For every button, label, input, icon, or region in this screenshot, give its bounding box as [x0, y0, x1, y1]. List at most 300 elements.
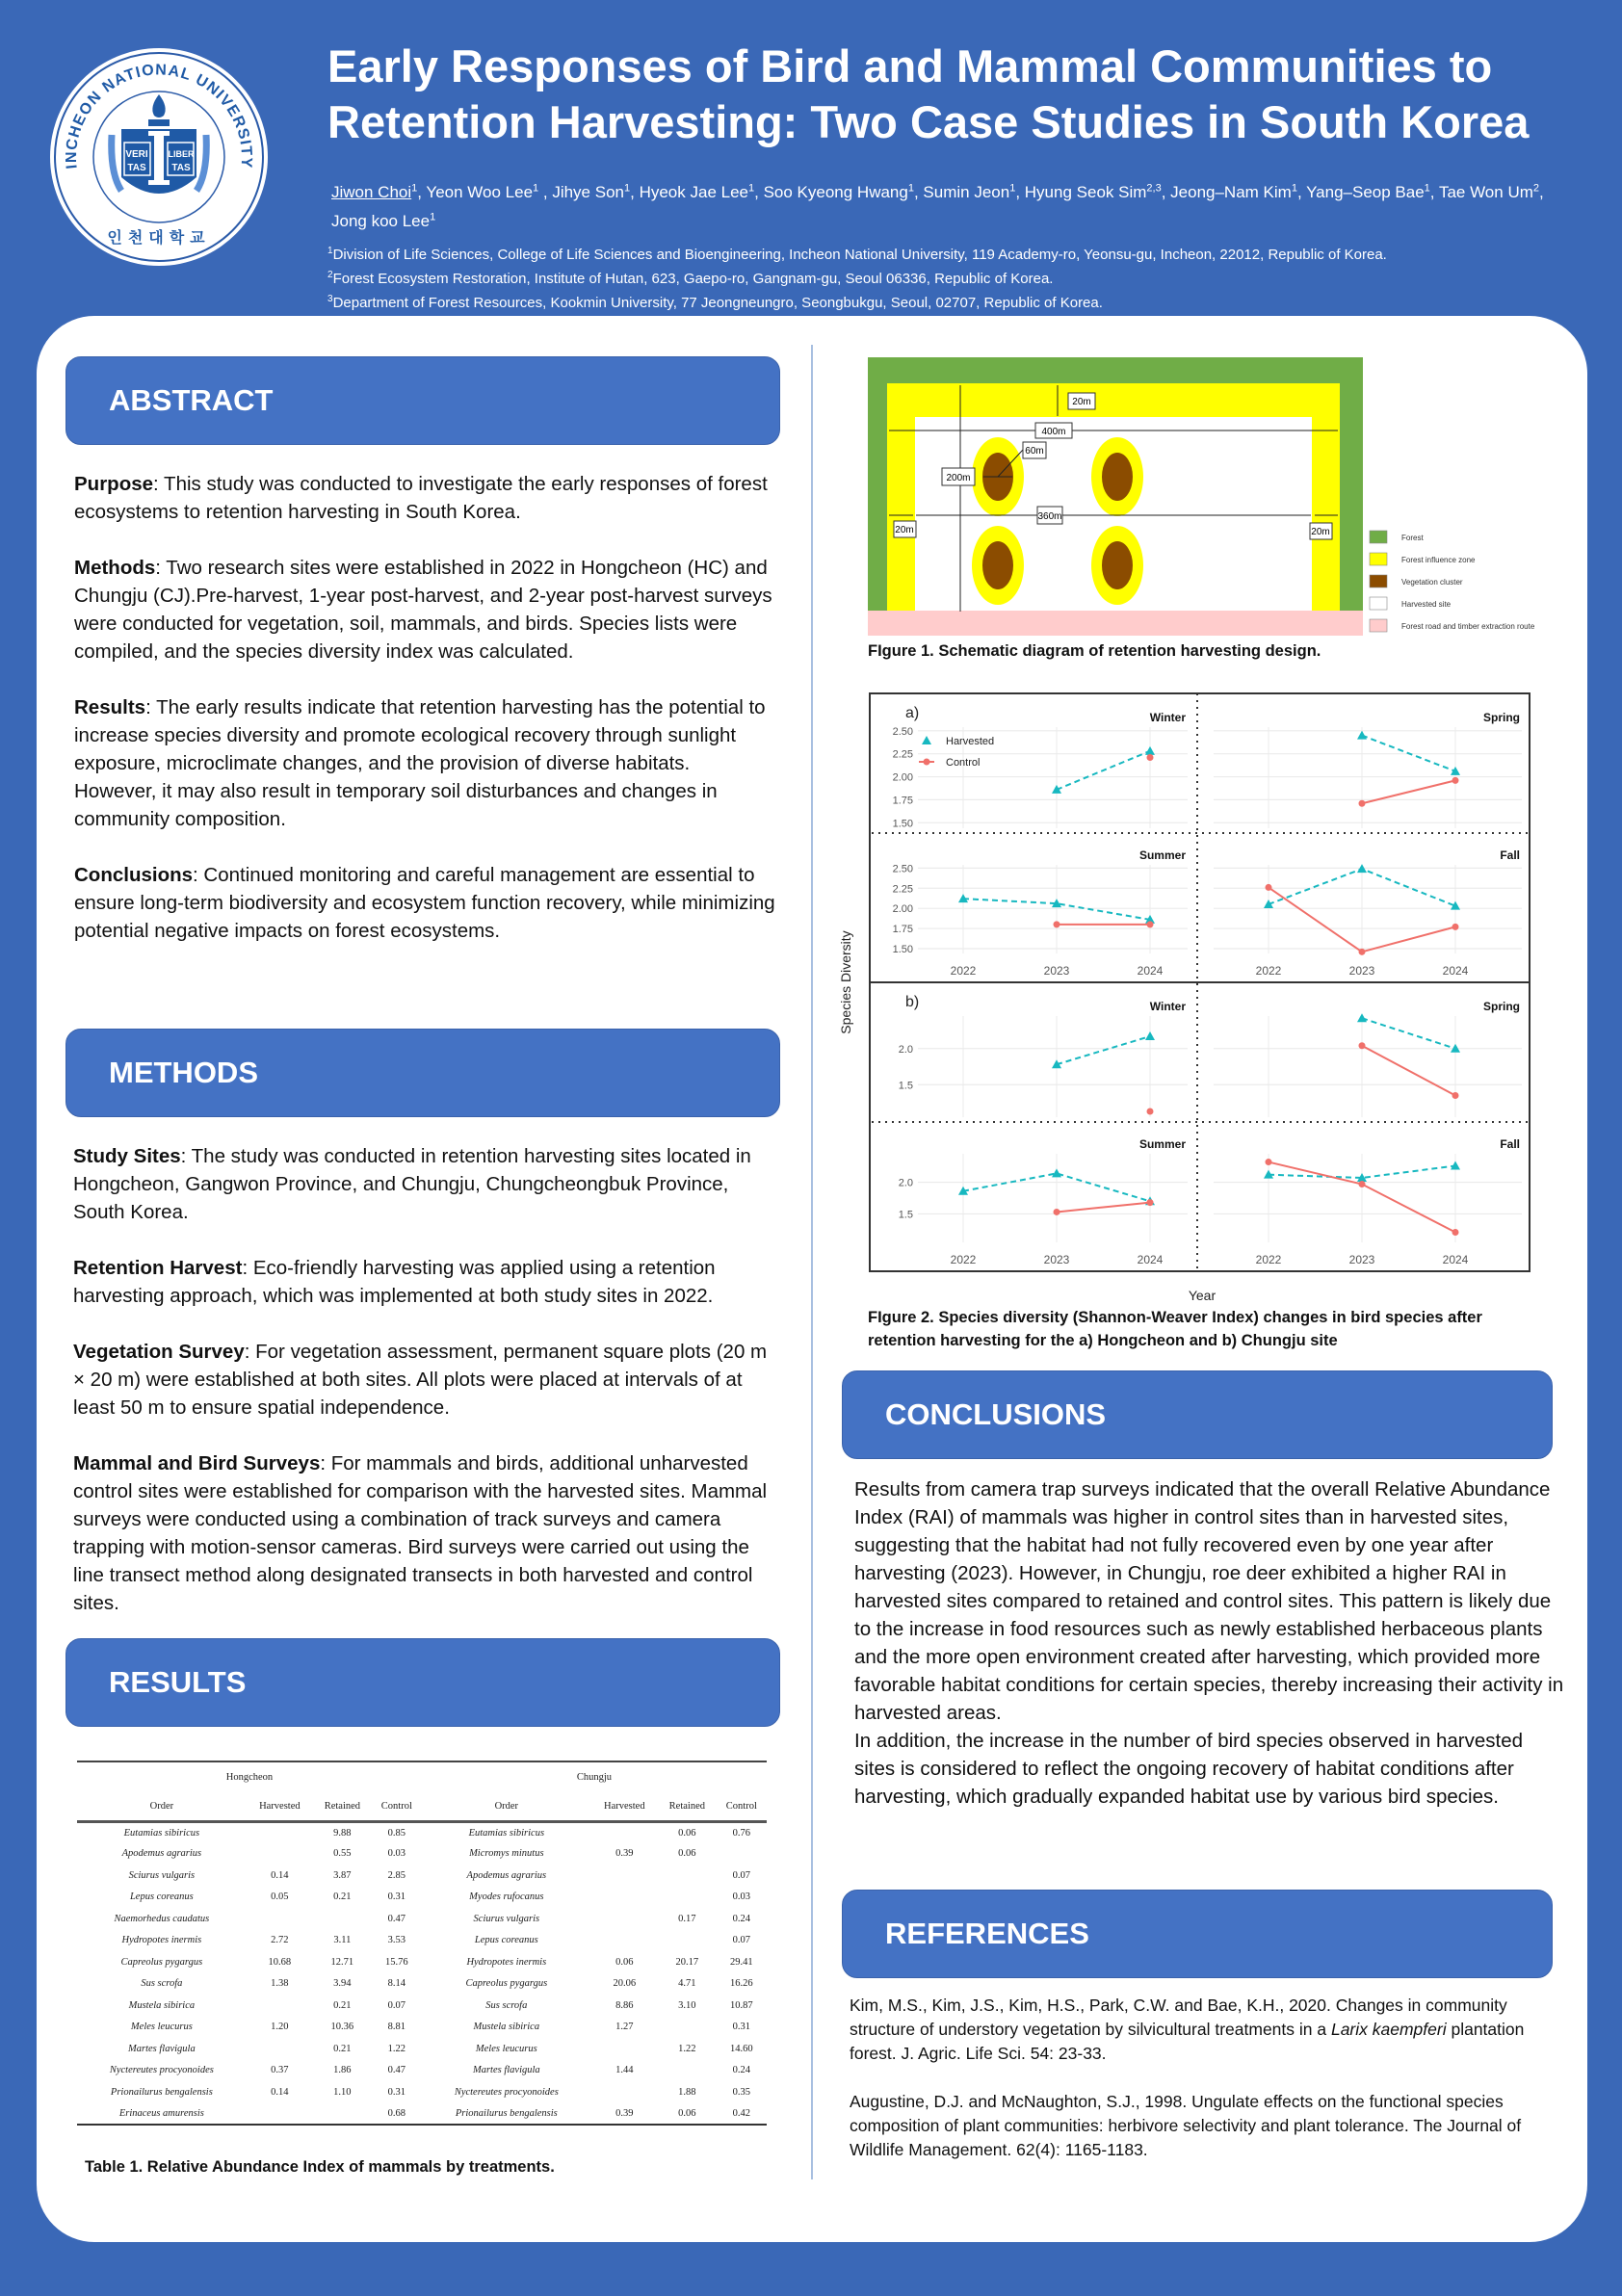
- legend-swatch: [1370, 597, 1387, 610]
- data-point-control: [1147, 1109, 1154, 1115]
- value-cell: 0.14: [271, 2086, 289, 2098]
- species-cell: Mustela sibirica: [473, 2022, 540, 2033]
- species-cell: Capreolus pygargus: [120, 1956, 203, 1968]
- methods-heading-text: METHODS: [109, 1056, 258, 1089]
- group-hongcheon: Hongcheon: [225, 1772, 274, 1783]
- y-axis-label: Species Diversity: [838, 930, 853, 1034]
- legend-label: Forest road and timber extraction route: [1401, 622, 1535, 631]
- value-cell: 9.88: [333, 1827, 352, 1839]
- reference-text: Kim, M.S., Kim, J.S., Kim, H.S., Park, C.W. and Bae, K.H., 2020. Changes in community structure of understory vegetation by silvicultural treatments in a: [850, 1996, 1507, 2039]
- value-cell: 15.76: [385, 1956, 408, 1968]
- data-point-control: [1452, 924, 1459, 930]
- y-tick-label: 2.00: [892, 903, 913, 916]
- y-tick-label: 1.50: [892, 943, 913, 955]
- author: [331, 212, 435, 230]
- x-tick-label: 2024: [1442, 1253, 1469, 1266]
- reference-text: plantation forest. J. Agric. Life Sci. 54: 23-33.: [850, 2020, 1525, 2063]
- value-cell: 1.22: [387, 2043, 406, 2054]
- value-cell: 0.39: [591, 2103, 658, 2126]
- label-width-outer: 400m: [1041, 427, 1066, 437]
- species-cell: Mustela sibirica: [128, 1999, 196, 2011]
- abstract-item-label: Methods: [74, 557, 156, 579]
- author-affiliation-mark: 1: [747, 182, 755, 194]
- species-cell: Lepus coreanus: [129, 1892, 194, 1903]
- methods-item-text: : For vegetation assessment, permanent square plots (20 m × 20 m) were established at both sites. All plots were placed at intervals of at least 50 m to ensure spatial independence.: [73, 1341, 768, 1419]
- table-row: [77, 1995, 767, 2017]
- column-header: Order: [77, 1792, 247, 1821]
- table-group-header: [77, 1761, 767, 1792]
- table-row: [77, 1908, 767, 1930]
- value-cell: 29.41: [730, 1956, 753, 1968]
- value-cell: 0.47: [387, 1913, 406, 1924]
- value-cell: 0.06: [658, 2103, 717, 2126]
- affiliation: [327, 289, 1599, 313]
- value-cell: 0.24: [732, 1913, 751, 1924]
- author-name: Soo Kyeong Hwang: [763, 182, 908, 201]
- data-point-control: [1359, 1181, 1366, 1187]
- value-cell: 0.05: [271, 1892, 289, 1903]
- data-point-control: [1266, 884, 1272, 891]
- seal-korean-text: 인천대학교: [107, 230, 211, 247]
- x-tick-label: 2022: [950, 1253, 977, 1266]
- species-cell: Myodes rufocanus: [469, 1892, 544, 1903]
- reference-item: [850, 1994, 1562, 2066]
- y-tick-label: 1.75: [892, 795, 913, 807]
- value-cell: 0.76: [732, 1827, 751, 1839]
- data-point-control: [1054, 921, 1060, 927]
- value-cell: [658, 1887, 717, 1909]
- value-cell: 1.27: [615, 2022, 634, 2033]
- data-point-control: [1054, 1209, 1060, 1215]
- author-name: Sumin Jeon: [923, 182, 1010, 201]
- value-cell: 0.07: [387, 1999, 406, 2011]
- abstract-item-text: : Continued monitoring and careful management are essential to ensure long-term biodiversity and ecosystem function recovery, while minimizing potential negative impacts on forest ecosystems.: [74, 864, 775, 942]
- conclusions-heading-text: CONCLUSIONS: [885, 1397, 1107, 1431]
- value-cell: 16.26: [730, 1978, 753, 1990]
- seal-shield-text: TAS: [127, 163, 146, 173]
- value-cell: 0.06: [678, 1827, 696, 1839]
- value-cell: 3.94: [333, 1978, 352, 1990]
- author-name: Hyeok Jae Lee: [639, 182, 748, 201]
- value-cell: 0.35: [732, 2086, 751, 2098]
- abstract-item-text: : The early results indicate that retention harvesting has the potential to increase species diversity and promote ecological recovery through sunlight exposure, microclimate changes, and the provision of diverse habitats. However, it may also result in temporary soil disturbances and changes in community composition.: [74, 696, 766, 830]
- table-row: [77, 1865, 767, 1887]
- methods-item-label: Mammal and Bird Surveys: [73, 1452, 321, 1474]
- value-cell: 3.11: [333, 1935, 352, 1946]
- value-cell: 10.87: [730, 1999, 753, 2011]
- value-cell: 1.44: [615, 2065, 634, 2076]
- value-cell: 10.36: [330, 2022, 354, 2033]
- affiliation-text: Forest Ecosystem Restoration, Institute of Hutan, 623, Gaepo-ro, Gangnam-gu, Seoul 06336, Republic of Korea.: [332, 271, 1054, 287]
- references-list: [850, 1994, 1562, 2186]
- facet-title: Fall: [1500, 1137, 1520, 1151]
- author-name: Tae Won Um: [1438, 182, 1533, 201]
- species-cell: Meles leucurus: [475, 2043, 537, 2054]
- title-line-2: Retention Harvesting: Two Case Studies in South Korea: [327, 96, 1530, 147]
- author-affiliation-mark: 1: [907, 182, 914, 194]
- seal-shield-text: VERI: [125, 149, 148, 160]
- label-width-inner: 360m: [1037, 511, 1062, 522]
- author: Tae Won Um$^2$,: [1438, 182, 1544, 201]
- species-cell: Meles leucurus: [130, 2022, 193, 2033]
- data-point-control: [1359, 1042, 1366, 1049]
- column-header: Order: [422, 1792, 591, 1821]
- value-cell: 0.85: [387, 1827, 406, 1839]
- seal-ring-text: INCHEON NATIONAL UNIVERSITY: [63, 62, 255, 170]
- abstract-heading-text: ABSTRACT: [109, 383, 274, 417]
- facet-title: Spring: [1483, 1000, 1520, 1013]
- legend-label: Harvested site: [1401, 600, 1452, 609]
- affiliation-mark: 1: [327, 246, 333, 256]
- author: Jiwon Choi$^1$,: [331, 182, 427, 201]
- value-cell: 0.55: [333, 1848, 352, 1860]
- value-cell: [247, 1843, 313, 1866]
- value-cell: 0.17: [678, 1913, 696, 1924]
- x-tick-label: 2022: [1255, 1253, 1282, 1266]
- affiliation-mark: 2: [327, 270, 333, 280]
- author-affiliation-mark: 2: [1532, 182, 1540, 194]
- x-tick-label: 2024: [1137, 1253, 1164, 1266]
- author-affiliation-mark: 1: [1424, 182, 1430, 194]
- methods-item-label: Study Sites: [73, 1145, 181, 1167]
- label-right-buffer: 20m: [1311, 527, 1330, 537]
- author-name: Jiwon Choi: [331, 182, 412, 201]
- value-cell: 0.07: [732, 1935, 751, 1946]
- value-cell: 0.68: [372, 2103, 422, 2126]
- y-tick-label: 2.0: [898, 1043, 913, 1056]
- value-cell: 2.72: [271, 1935, 289, 1946]
- species-cell: Naemorhedus caudatus: [114, 1913, 210, 1924]
- methods-item: [73, 1449, 781, 1617]
- abstract-item: [74, 693, 777, 833]
- conclusions-body: [854, 1475, 1567, 1811]
- value-cell: [658, 2017, 717, 2039]
- author-affiliation-mark: 1: [624, 182, 631, 194]
- species-cell: Sus scrofa: [141, 1978, 183, 1990]
- value-cell: 2.85: [387, 1869, 406, 1881]
- column-header: Retained: [658, 1792, 717, 1821]
- panel-label: b): [905, 994, 920, 1010]
- legend-swatch: [1370, 531, 1387, 543]
- y-tick-label: 2.25: [892, 748, 913, 761]
- value-cell: 0.31: [732, 2022, 751, 2033]
- value-cell: 0.39: [615, 1848, 634, 1860]
- y-tick-label: 2.00: [892, 771, 913, 784]
- methods-item-text: : The study was conducted in retention harvesting sites located in Hongcheon, Gangwon Province, and Chungju, Chungcheongbuk Province, South Korea.: [73, 1145, 751, 1223]
- methods-item: [73, 1254, 781, 1310]
- column-header: Control: [372, 1792, 422, 1821]
- species-cell: Prionailurus bengalensis: [110, 2086, 213, 2098]
- value-cell: [247, 1908, 313, 1930]
- species-cell: Martes flavigula: [128, 2043, 196, 2054]
- species-cell: Sus scrofa: [485, 1999, 528, 2011]
- legend-swatch: [1370, 575, 1387, 587]
- table-column-header: [77, 1792, 767, 1821]
- data-point-control: [1452, 1092, 1459, 1099]
- table-caption: Table 1. Relative Abundance Index of mammals by treatments.: [85, 2158, 555, 2176]
- group-chungju: Chungju: [576, 1772, 613, 1783]
- y-tick-label: 1.50: [892, 818, 913, 830]
- abstract-item-label: Purpose: [74, 473, 154, 495]
- methods-body: [73, 1142, 781, 1645]
- author-name: Jihye Son: [552, 182, 624, 201]
- references-heading-text: REFERENCES: [885, 1917, 1089, 1950]
- value-cell: 14.60: [730, 2043, 753, 2054]
- facet-title: Winter: [1149, 1000, 1186, 1013]
- column-header: Control: [717, 1792, 767, 1821]
- value-cell: 0.06: [678, 1848, 696, 1860]
- table-row: [77, 1843, 767, 1866]
- data-point-control: [1266, 1159, 1272, 1165]
- facet-title: Winter: [1149, 711, 1186, 724]
- title-line-1: Early Responses of Bird and Mammal Communities to: [327, 40, 1493, 91]
- abstract-item-text: : This study was conducted to investigate the early responses of forest ecosystems to retention harvesting in South Korea.: [74, 473, 768, 523]
- legend-label: Forest: [1401, 534, 1424, 542]
- value-cell: 0.21: [333, 1892, 352, 1903]
- y-tick-label: 1.5: [898, 1080, 913, 1092]
- value-cell: [591, 1865, 658, 1887]
- forest-road: [868, 611, 1363, 636]
- y-tick-label: 2.25: [892, 883, 913, 896]
- affiliation-list: [327, 241, 1599, 313]
- affiliation-text: Division of Life Sciences, College of Life Sciences and Bioengineering, Incheon National University, 119 Academy-ro, Yeonsu-gu, Incheon, 22012, Republic of Korea.: [332, 247, 1387, 263]
- author: Hyung Seok Sim$^{2,3}$,: [1024, 182, 1171, 201]
- value-cell: 1.10: [333, 2086, 352, 2098]
- value-cell: [591, 1908, 658, 1930]
- methods-item-label: Vegetation Survey: [73, 1341, 245, 1363]
- value-cell: 0.31: [387, 1892, 406, 1903]
- species-cell: Hydropotes inermis: [121, 1935, 202, 1946]
- figure2-chart: [833, 689, 1546, 1315]
- author-name: Yeon Woo Lee: [426, 182, 534, 201]
- author-name: Yang–Seop Bae: [1306, 182, 1425, 201]
- table-row: [77, 1821, 767, 1843]
- data-point-control: [1359, 949, 1366, 955]
- value-cell: [717, 1843, 767, 1866]
- abstract-heading: [65, 356, 780, 445]
- university-seal-logo: [48, 46, 270, 268]
- author-name: Hyung Seok Sim: [1024, 182, 1147, 201]
- methods-item: [73, 1142, 781, 1226]
- abstract-body: [74, 470, 777, 973]
- value-cell: 10.68: [268, 1956, 292, 1968]
- table-row: [77, 1951, 767, 1973]
- value-cell: 8.86: [615, 1999, 634, 2011]
- author: Jihye Son$^1$,: [552, 182, 640, 201]
- panel-label: a): [905, 705, 920, 721]
- results-heading-text: RESULTS: [109, 1665, 247, 1699]
- value-cell: 1.22: [678, 2043, 696, 2054]
- value-cell: 1.88: [678, 2086, 696, 2098]
- value-cell: 0.03: [732, 1892, 751, 1903]
- references-heading: [842, 1890, 1553, 1978]
- abstract-item-text: : Two research sites were established in 2022 in Hongcheon (HC) and Chungju (CJ).Pre-harvest, 1-year post-harvest, and 2-year post-harvest surveys were conducted for vegetation, soil, mammals, and birds. Species lists were compiled, and the species diversity index was calculated.: [74, 557, 772, 663]
- data-point-control: [1147, 754, 1154, 761]
- conclusions-paragraph: Results from camera trap surveys indicated that the overall Relative Abundance Index (RAI) of mammals was higher in control sites than in harvested sites, suggesting that the habitat had not fully recovered even by one year after harvesting (2023). However, in Chungju, roe deer exhibited a higher RAI in harvested sites compared to retained and control sites. This pattern is likely due to the increase in food resources such as newly established herbaceous plants and the more open environment created after harvesting, which provided more favorable habitat conditions for certain species, thereby increasing their activity in harvested areas.: [854, 1478, 1564, 1724]
- species-cell: Lepus coreanus: [474, 1935, 538, 1946]
- conclusions-heading: [842, 1370, 1553, 1459]
- species-cell: Prionailurus bengalensis: [422, 2103, 591, 2126]
- y-tick-label: 2.0: [898, 1177, 913, 1189]
- value-cell: 4.71: [678, 1978, 696, 1990]
- value-cell: [591, 1821, 658, 1843]
- value-cell: 20.06: [613, 1978, 637, 1990]
- abstract-item: [74, 554, 777, 665]
- x-tick-label: 2023: [1348, 1253, 1375, 1266]
- legend-harvested-label: Harvested: [946, 736, 995, 747]
- seal-shield-text: TAS: [171, 163, 191, 173]
- results-heading: [65, 1638, 780, 1727]
- table-row: [77, 2103, 767, 2126]
- value-cell: 8.14: [387, 1978, 406, 1990]
- table-row: [77, 2017, 767, 2039]
- column-header: Harvested: [247, 1792, 313, 1821]
- species-cell: Erinaceus amurensis: [77, 2103, 247, 2126]
- x-tick-label: 2024: [1137, 964, 1164, 978]
- methods-item-text: : Eco-friendly harvesting was applied using a retention harvesting approach, which was implemented at both study sites in 2022.: [73, 1257, 716, 1307]
- figure1-legend: [1370, 531, 1535, 632]
- x-tick-label: 2023: [1043, 1253, 1070, 1266]
- species-cell: Eutamias sibiricus: [468, 1827, 545, 1839]
- abstract-item-label: Conclusions: [74, 864, 194, 886]
- species-cell: Martes flavigula: [472, 2065, 540, 2076]
- author-affiliation-mark: 1: [1009, 182, 1016, 194]
- label-left-buffer: 20m: [895, 525, 914, 535]
- data-point-control: [1147, 1199, 1154, 1206]
- poster-title: [327, 39, 1599, 150]
- author-affiliation-mark: 1: [430, 211, 436, 223]
- table-row: [77, 2081, 767, 2103]
- y-tick-label: 2.50: [892, 863, 913, 875]
- abstract-item-label: Results: [74, 696, 146, 718]
- x-tick-label: 2022: [1255, 964, 1282, 978]
- species-cell: Sciurus vulgaris: [473, 1913, 540, 1924]
- column-header: Harvested: [591, 1792, 658, 1821]
- author: Hyeok Jae Lee$^1$,: [639, 182, 764, 201]
- value-cell: [313, 2103, 372, 2126]
- value-cell: 8.81: [387, 2022, 406, 2033]
- label-top-buffer: 20m: [1072, 397, 1091, 407]
- x-tick-label: 2024: [1442, 964, 1469, 978]
- column-divider: [811, 345, 813, 2179]
- value-cell: [591, 1887, 658, 1909]
- species-cell: Nyctereutes procyonoides: [109, 2065, 214, 2076]
- value-cell: 0.42: [717, 2103, 767, 2126]
- species-cell: Nyctereutes procyonoides: [454, 2086, 559, 2098]
- value-cell: [247, 2038, 313, 2060]
- value-cell: 0.14: [271, 1869, 289, 1881]
- conclusions-paragraph: In addition, the increase in the number of bird species observed in harvested sites is considered to reflect the ongoing recovery of habitat conditions after harvesting, which gradually expanded habitat use by various bird species.: [854, 1730, 1523, 1808]
- facet-title: Spring: [1483, 711, 1520, 724]
- value-cell: 0.21: [333, 1999, 352, 2011]
- legend-label: Forest influence zone: [1401, 556, 1476, 564]
- value-cell: 3.53: [387, 1935, 406, 1946]
- legend-swatch: [1370, 553, 1387, 565]
- affiliation-mark: 3: [327, 294, 333, 304]
- author: Yeon Woo Lee$^1$ ,: [426, 182, 553, 201]
- value-cell: 0.21: [333, 2043, 352, 2054]
- author: Soo Kyeong Hwang$^1$,: [763, 182, 924, 201]
- data-point-control: [1359, 800, 1366, 807]
- value-cell: 3.10: [678, 1999, 696, 2011]
- value-cell: 0.47: [387, 2065, 406, 2076]
- affiliation: [327, 241, 1599, 265]
- y-tick-label: 1.5: [898, 1209, 913, 1221]
- value-cell: [591, 1930, 658, 1952]
- value-cell: [591, 2081, 658, 2103]
- value-cell: 3.87: [333, 1869, 352, 1881]
- data-point-control: [1452, 1229, 1459, 1236]
- value-cell: [247, 1995, 313, 2017]
- author-affiliation-mark: 1: [1291, 182, 1297, 194]
- value-cell: 0.37: [271, 2065, 289, 2076]
- facet-title: Fall: [1500, 848, 1520, 862]
- figure1-caption: FIgure 1. Schematic diagram of retention harvesting design.: [868, 642, 1321, 660]
- abstract-item: [74, 470, 777, 526]
- seal-shield-text: LIBER: [168, 149, 195, 159]
- value-cell: 0.24: [732, 2065, 751, 2076]
- methods-item-label: Retention Harvest: [73, 1257, 243, 1279]
- value-cell: 0.06: [615, 1956, 634, 1968]
- value-cell: [591, 2038, 658, 2060]
- affiliation: [327, 265, 1599, 289]
- species-cell: Eutamias sibiricus: [123, 1827, 200, 1839]
- author-affiliation-mark: 1: [533, 182, 539, 194]
- abstract-item: [74, 861, 777, 945]
- data-point-control: [1452, 777, 1459, 784]
- figure1-schematic: [862, 352, 1556, 640]
- value-cell: [313, 1908, 372, 1930]
- methods-item-text: : For mammals and birds, additional unharvested control sites were established for comparison with the harvested sites. Mammal surveys were conducted using a combination of track surveys and camera trapping with motion-sensor cameras. Bird surveys were carried out using the line transect method along designated transects in both harvested and control sites.: [73, 1452, 768, 1614]
- legend-control-label: Control: [946, 757, 981, 769]
- value-cell: 0.07: [732, 1869, 751, 1881]
- value-cell: [247, 1821, 313, 1843]
- methods-heading: [65, 1029, 780, 1117]
- data-point-control: [1147, 921, 1154, 927]
- value-cell: [658, 1930, 717, 1952]
- species-cell: Capreolus pygargus: [465, 1978, 548, 1990]
- figure2-caption-line-2: retention harvesting for the a) Hongcheon and b) Chungju site: [868, 1332, 1338, 1349]
- value-cell: 0.31: [387, 2086, 406, 2098]
- species-cell: Sciurus vulgaris: [128, 1869, 196, 1881]
- author-list: [331, 175, 1583, 234]
- author-name: Jeong–Nam Kim: [1170, 182, 1292, 201]
- author-affiliation-mark: 2,3: [1146, 182, 1162, 194]
- y-tick-label: 1.75: [892, 924, 913, 936]
- facet-title: Summer: [1138, 848, 1186, 862]
- y-tick-label: 2.50: [892, 725, 913, 738]
- table-row: [77, 2060, 767, 2082]
- legend-label: Vegetation cluster: [1401, 578, 1463, 587]
- legend-control-marker: [924, 759, 930, 766]
- legend-swatch: [1370, 619, 1387, 632]
- author: Sumin Jeon$^1$,: [923, 182, 1025, 201]
- species-cell: Micromys minutus: [469, 1848, 544, 1860]
- value-cell: 1.86: [333, 2065, 352, 2076]
- value-cell: 1.38: [271, 1978, 289, 1990]
- facet-title: Summer: [1138, 1137, 1186, 1151]
- value-cell: 12.71: [330, 1956, 354, 1968]
- methods-item: [73, 1338, 781, 1422]
- table-row: [77, 2038, 767, 2060]
- reference-species: Larix kaempferi: [1330, 2020, 1447, 2039]
- species-cell: Apodemus agrarius: [121, 1848, 202, 1860]
- label-cluster: 60m: [1025, 446, 1044, 457]
- species-cell: Hydropotes inermis: [466, 1956, 547, 1968]
- author: Jeong–Nam Kim$^1$,: [1170, 182, 1307, 201]
- value-cell: [658, 1865, 717, 1887]
- author-name: Jong koo Lee: [331, 212, 431, 231]
